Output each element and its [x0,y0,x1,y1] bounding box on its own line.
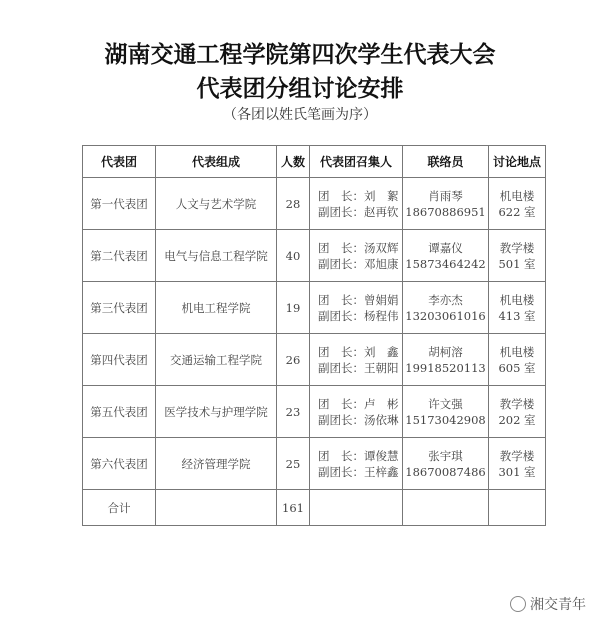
group-cell: 第六代表团 [83,438,156,490]
leader: 团 长：卢 彬 [318,396,399,411]
table-row [83,282,546,334]
room: 202 室 [498,412,536,427]
header-cell: 讨论地点 [489,146,546,178]
total-row [83,490,546,526]
deputy: 副团长：汤依琳 [318,412,399,427]
room: 501 室 [498,256,536,271]
header-cell: 联络员 [403,146,489,178]
deputy: 副团长：邓旭康 [318,256,399,271]
liaison-phone: 15873464242 [405,256,486,271]
location-cell [489,438,546,490]
count-cell: 26 [277,334,310,386]
building: 教学楼 [499,448,535,463]
empty-cell [489,490,546,526]
group-cell: 第三代表团 [83,282,156,334]
liaison-phone: 18670087486 [405,464,486,479]
building: 机电楼 [499,344,535,359]
liaison-cell [403,178,489,230]
table-row [83,178,546,230]
count-cell: 28 [277,178,310,230]
location-cell [489,230,546,282]
header-cell: 代表组成 [156,146,277,178]
table-row [83,334,546,386]
college-cell: 电气与信息工程学院 [156,230,277,282]
deputy: 副团长：杨程伟 [318,308,399,323]
header-cell: 代表团召集人 [310,146,403,178]
college-cell: 交通运输工程学院 [156,334,277,386]
college-cell: 机电工程学院 [156,282,277,334]
leader: 团 长：汤双辉 [318,240,399,255]
location-cell [489,386,546,438]
table-row [83,438,546,490]
total-count: 161 [277,490,310,526]
group-cell: 第二代表团 [83,230,156,282]
location-cell [489,334,546,386]
liaison-name: 许文强 [428,396,463,411]
deputy: 副团长：王朝阳 [318,360,399,375]
group-cell: 第一代表团 [83,178,156,230]
count-cell: 40 [277,230,310,282]
convener-cell [310,230,403,282]
convener-cell [310,178,403,230]
liaison-phone: 13203061016 [405,308,486,323]
liaison-cell [403,282,489,334]
subtitle: （各团以姓氏笔画为序） [223,107,377,123]
liaison-cell [403,230,489,282]
watermark-text: 湘交青年 [530,597,586,613]
title-line2: 代表团分组讨论安排 [196,76,404,102]
liaison-name: 胡柯溶 [428,344,463,359]
liaison-cell [403,334,489,386]
building: 机电楼 [499,188,535,203]
header-cell: 代表团 [83,146,156,178]
convener-cell [310,386,403,438]
room: 301 室 [498,464,536,479]
college-cell: 人文与艺术学院 [156,178,277,230]
convener-cell [310,334,403,386]
location-cell [489,282,546,334]
liaison-cell [403,386,489,438]
convener-cell [310,438,403,490]
empty-cell [156,490,277,526]
watermark [510,594,586,614]
table-row [83,230,546,282]
header-row [83,146,546,178]
leader: 团 长：曾娟娟 [318,292,399,307]
building: 教学楼 [499,240,535,255]
wechat-icon [510,596,526,612]
count-cell: 25 [277,438,310,490]
header-cell: 人数 [277,146,310,178]
liaison-name: 李亦杰 [428,292,463,307]
room: 622 室 [498,204,536,219]
empty-cell [403,490,489,526]
table-row [83,386,546,438]
liaison-phone: 18670886951 [405,204,486,219]
convener-cell [310,282,403,334]
location-cell [489,178,546,230]
leader: 团 长：谭俊慧 [318,448,399,463]
total-label: 合计 [83,490,156,526]
room: 605 室 [498,360,536,375]
leader: 团 长：刘 鑫 [318,344,399,359]
college-cell: 经济管理学院 [156,438,277,490]
count-cell: 23 [277,386,310,438]
building: 机电楼 [499,292,535,307]
empty-cell [310,490,403,526]
liaison-name: 肖雨琴 [428,188,463,203]
liaison-name: 谭嘉仪 [428,240,463,255]
title-line1: 湖南交通工程学院第四次学生代表大会 [104,42,496,68]
liaison-name: 张宇琪 [428,448,463,463]
group-cell: 第四代表团 [83,334,156,386]
count-cell: 19 [277,282,310,334]
arrangement-table [82,145,546,526]
deputy: 副团长：赵再钦 [318,204,399,219]
liaison-cell [403,438,489,490]
college-cell: 医学技术与护理学院 [156,386,277,438]
liaison-phone: 15173042908 [405,412,486,427]
room: 413 室 [498,308,536,323]
deputy: 副团长：王梓鑫 [318,464,399,479]
liaison-phone: 19918520113 [405,360,486,375]
leader: 团 长：刘 絮 [318,188,399,203]
group-cell: 第五代表团 [83,386,156,438]
building: 教学楼 [499,396,535,411]
